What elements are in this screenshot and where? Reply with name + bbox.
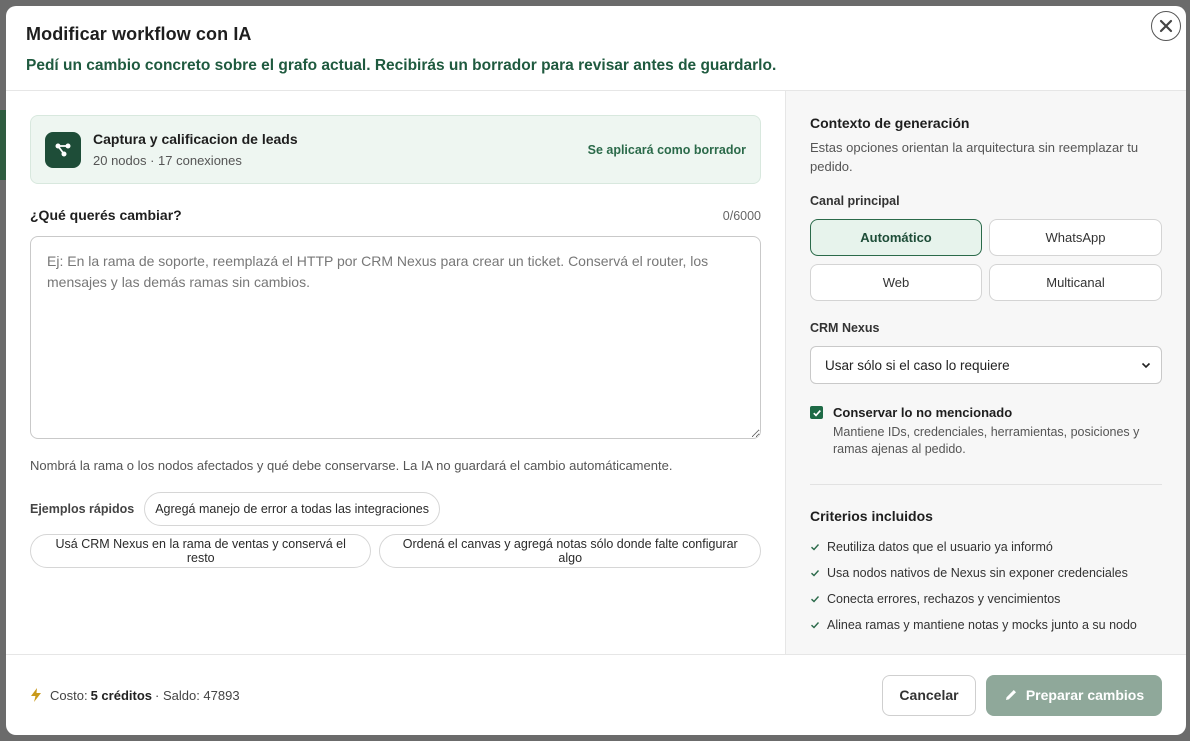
character-counter: 0/6000 [722, 209, 761, 223]
change-request-textarea[interactable] [30, 236, 761, 439]
crm-selected-value: Usar sólo si el caso lo requiere [825, 357, 1010, 373]
channel-label: Canal principal [810, 194, 900, 208]
check-icon [810, 568, 820, 578]
criteria-list [810, 534, 1162, 638]
crm-label: CRM Nexus [810, 321, 880, 335]
example-chip[interactable]: Ordená el canvas y agregá notas sólo donde falte configurar algo [379, 534, 761, 568]
balance-text: · Saldo: 47893 [155, 687, 240, 703]
modify-workflow-dialog [6, 6, 1186, 735]
criteria-text: Conecta errores, rechazos y vencimientos [827, 592, 1061, 606]
criteria-item [810, 586, 1162, 612]
change-request-panel [6, 91, 785, 654]
preserve-checkbox[interactable] [810, 406, 823, 419]
context-title: Contexto de generación [810, 115, 970, 131]
criteria-text: Usa nodos nativos de Nexus sin exponer credenciales [827, 566, 1128, 580]
workflow-graph-icon [45, 132, 81, 168]
dialog-subtitle: Pedí un cambio concreto sobre el grafo actual. Recibirás un borrador para revisar antes de guardarlo. [26, 57, 777, 74]
dialog-footer [6, 654, 1186, 735]
preserve-description: Mantiene IDs, credenciales, herramientas, posiciones y ramas ajenas al pedido. [833, 425, 1140, 456]
check-icon [810, 542, 820, 552]
chevron-down-icon [1141, 360, 1151, 370]
criteria-item [810, 534, 1162, 560]
channel-option-web[interactable]: Web [810, 264, 982, 301]
cost-summary [30, 688, 240, 703]
dialog-title: Modificar workflow con IA [26, 24, 252, 44]
channel-option-automatico[interactable]: Automático [810, 219, 982, 256]
criteria-title: Criterios incluidos [810, 508, 933, 524]
dialog-header [6, 6, 1186, 91]
example-chip[interactable]: Agregá manejo de error a todas las integraciones [144, 492, 440, 526]
preserve-title: Conservar lo no mencionado [833, 405, 1013, 420]
close-icon [1158, 18, 1174, 34]
quick-examples-label: Ejemplos rápidos [30, 502, 135, 516]
criteria-text: Reutiliza datos que el usuario ya informó [827, 540, 1053, 554]
workflow-summary-card [30, 115, 761, 184]
channel-option-multicanal[interactable]: Multicanal [989, 264, 1162, 301]
prepare-changes-button[interactable] [986, 675, 1162, 716]
cost-label: Costo: [50, 687, 88, 703]
generation-context-panel [785, 91, 1186, 654]
check-icon [810, 620, 820, 630]
pencil-icon [1004, 688, 1018, 702]
workflow-name: Captura y calificacion de leads [93, 131, 298, 147]
channel-options [810, 219, 1162, 301]
criteria-item [810, 612, 1162, 638]
quick-examples [30, 492, 761, 568]
change-field-label: ¿Qué querés cambiar? [30, 207, 182, 223]
example-chip[interactable]: Usá CRM Nexus en la rama de ventas y conservá el resto [30, 534, 371, 568]
lightning-icon [30, 688, 42, 702]
prepare-changes-label: Preparar cambios [1025, 687, 1145, 703]
criteria-text: Alinea ramas y mantiene notas y mocks junto a su nodo [827, 618, 1137, 632]
workflow-stats: 20 nodos · 17 conexiones [93, 153, 242, 168]
cancel-button[interactable]: Cancelar [882, 675, 976, 716]
crm-select[interactable] [810, 346, 1162, 384]
checkmark-icon [812, 408, 822, 418]
check-icon [810, 594, 820, 604]
preserve-option [810, 405, 1162, 458]
change-field-helper: Nombrá la rama o los nodos afectados y qué debe conservarse. La IA no guardará el cambio automáticamente. [30, 458, 673, 473]
context-description: Estas opciones orientan la arquitectura sin reemplazar tu pedido. [810, 140, 1139, 174]
divider [810, 484, 1162, 485]
close-button[interactable] [1151, 11, 1181, 41]
channel-option-whatsapp[interactable]: WhatsApp [989, 219, 1162, 256]
criteria-item [810, 560, 1162, 586]
cost-value: 5 créditos [90, 687, 152, 703]
draft-notice: Se aplicará como borrador [587, 142, 746, 157]
